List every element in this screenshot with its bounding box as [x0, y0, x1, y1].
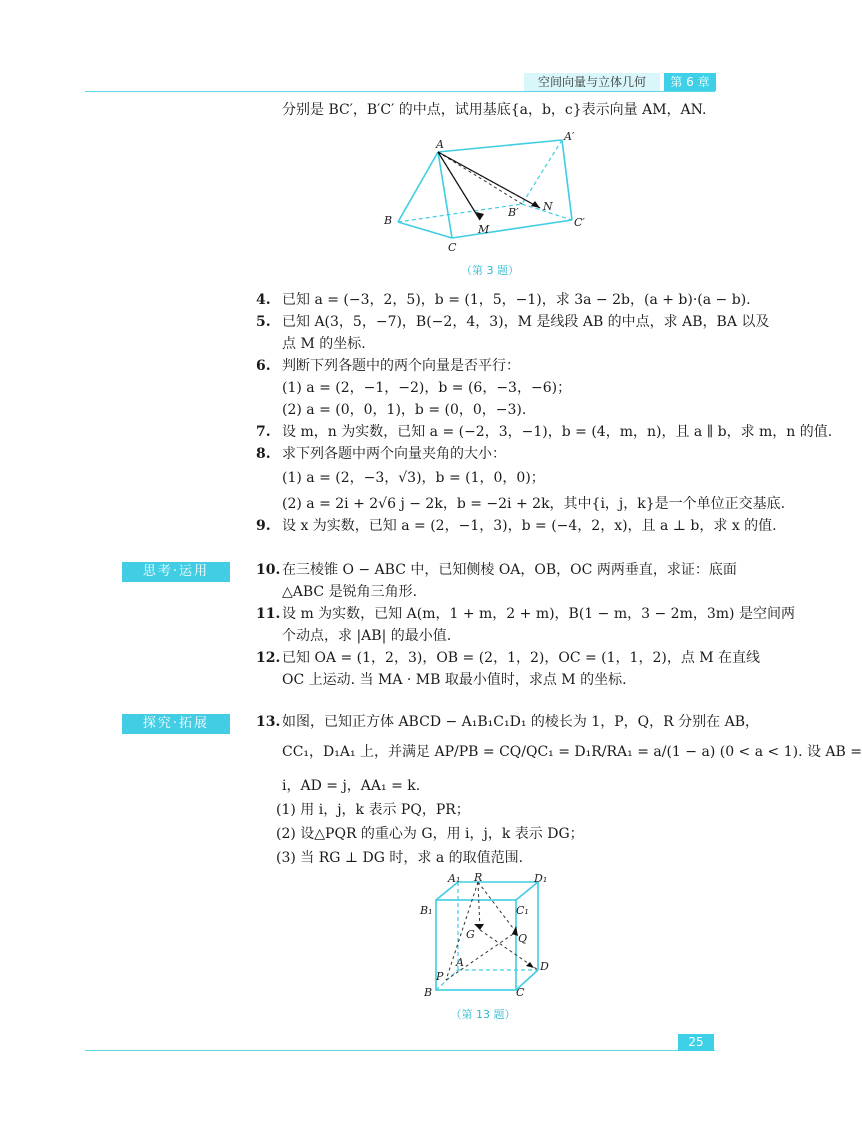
label-D1: D₁	[534, 872, 548, 885]
problem-5-cont: 点 M 的坐标.	[282, 336, 366, 352]
page-number: 25	[678, 1034, 714, 1051]
problem-13-line-3: i，AD = j，AA₁ = k.	[282, 778, 421, 794]
header-rule	[85, 91, 715, 92]
label-G: G	[466, 928, 475, 941]
label-Q: Q	[518, 932, 528, 945]
header-title: 空间向量与立体几何	[524, 73, 660, 91]
label-C: C	[516, 986, 525, 999]
problem-text: 如图，已知正方体 ABCD − A₁B₁C₁D₁ 的棱长为 1，P，Q，R 分别在 AB，	[282, 714, 760, 730]
problem-11-cont: 个动点，求 |AB| 的最小值.	[282, 628, 452, 644]
problem-13-part-1: (1) 用 i，j，k 表示 PQ，PR；	[276, 802, 470, 818]
problem-8-part-2: (2) a = 2i + 2√6 j − 2k，b = −2i + 2k，其中{i，j，k}是一个单位正交基底.	[282, 496, 786, 512]
page-header	[0, 72, 800, 92]
problem-number: 7.	[256, 424, 271, 440]
problem-10-cont: △ABC 是锐角三角形.	[282, 584, 418, 600]
problem-8	[256, 444, 506, 464]
problem-text: 设 x 为实数，已知 a = (2，−1，3)，b = (−4，2，x)，且 a ⊥ b，求 x 的值.	[282, 518, 777, 534]
problem-text: 已知 OA = (1，2，3)，OB = (2，1，2)，OC = (1，1，2)，点 M 在直线	[282, 650, 761, 666]
problem-13-part-3: (3) 当 RG ⊥ DG 时，求 a 的取值范围.	[276, 850, 524, 866]
section-think-apply: 思考·运用	[122, 562, 230, 582]
chapter-badge: 第 6 章	[664, 73, 716, 91]
label-M: M	[478, 223, 490, 236]
label-R: R	[474, 871, 483, 884]
label-B: B	[384, 214, 393, 227]
label-A-prime: A′	[564, 130, 575, 143]
problem-12	[256, 648, 760, 668]
section-explore-extend: 探究·拓展	[122, 714, 230, 734]
problem-5	[256, 312, 769, 332]
problem-text: 设 m，n 为实数，已知 a = (−2，3，−1)，b = (4，m，n)，且 a ∥ b，求 m，n 的值.	[282, 424, 833, 440]
intro-line: 分别是 BC′，B′C′ 的中点，试用基底{a，b，c}表示向量 AM，AN.	[282, 102, 707, 118]
figure-3-caption: （第 3 题）	[461, 264, 519, 277]
problem-number: 12.	[256, 650, 281, 666]
label-A: A	[436, 138, 444, 151]
problem-13-line-2: CC₁，D₁A₁ 上，并满足 AP/PB = CQ/QC₁ = D₁R/RA₁ = a/(1 − a) (0 < a < 1). 设 AB =	[282, 744, 862, 760]
problem-number: 8.	[256, 446, 271, 462]
problem-number: 11.	[256, 606, 281, 622]
problem-number: 5.	[256, 314, 271, 330]
problem-4	[256, 290, 751, 310]
problem-number: 10.	[256, 562, 281, 578]
problem-10	[256, 560, 737, 580]
label-C-prime: C′	[574, 216, 585, 229]
problem-text: 已知 a = (−3，2，5)，b = (1，5，−1)，求 3a − 2b，(a + b)·(a − b).	[282, 292, 751, 308]
label-D: D	[540, 960, 549, 973]
label-C: C	[448, 241, 457, 254]
problem-6-part-2: (2) a = (0，0，1)，b = (0，0，−3).	[282, 402, 527, 418]
label-N: N	[543, 200, 553, 213]
problem-9	[256, 516, 777, 536]
problem-8-part-1: (1) a = (2，−3，√3)，b = (1，0，0)；	[282, 470, 545, 486]
problem-number: 9.	[256, 518, 271, 534]
problem-13-part-2: (2) 设△PQR 的重心为 G，用 i，j，k 表示 DG；	[276, 826, 584, 842]
label-C1: C₁	[516, 904, 529, 917]
label-A1: A₁	[448, 872, 461, 885]
figure-3-prism	[380, 132, 600, 254]
problem-11	[256, 604, 795, 624]
problem-number: 6.	[256, 358, 271, 374]
problem-number: 13.	[256, 714, 281, 730]
problem-6	[256, 356, 520, 376]
problem-text: 判断下列各题中的两个向量是否平行：	[282, 358, 520, 374]
problem-7	[256, 422, 832, 442]
label-A: A	[456, 956, 464, 969]
problem-text: 求下列各题中两个向量夹角的大小：	[282, 446, 506, 462]
label-B1: B₁	[420, 904, 433, 917]
problem-6-part-1: (1) a = (2，−1，−2)，b = (6，−3，−6)；	[282, 380, 572, 396]
problem-text: 在三棱锥 O − ABC 中，已知侧棱 OA，OB，OC 两两垂直，求证：底面	[282, 562, 737, 578]
figure-13-caption: （第 13 题）	[450, 1008, 516, 1021]
label-B: B	[424, 986, 433, 999]
problem-number: 4.	[256, 292, 271, 308]
problem-13	[256, 712, 759, 732]
footer-rule	[85, 1050, 715, 1051]
label-B-prime: B′	[508, 206, 519, 219]
problem-text: 已知 A(3，5，−7)，B(−2，4，3)，M 是线段 AB 的中点，求 AB，BA 以及	[282, 314, 770, 330]
problem-text: 设 m 为实数，已知 A(m，1 + m，2 + m)，B(1 − m，3 − 2m，3m) 是空间两	[282, 606, 795, 622]
problem-12-cont: OC 上运动. 当 MA · MB 取最小值时，求点 M 的坐标.	[282, 672, 627, 688]
figure-13-cube	[418, 872, 558, 998]
label-P: P	[436, 970, 444, 983]
